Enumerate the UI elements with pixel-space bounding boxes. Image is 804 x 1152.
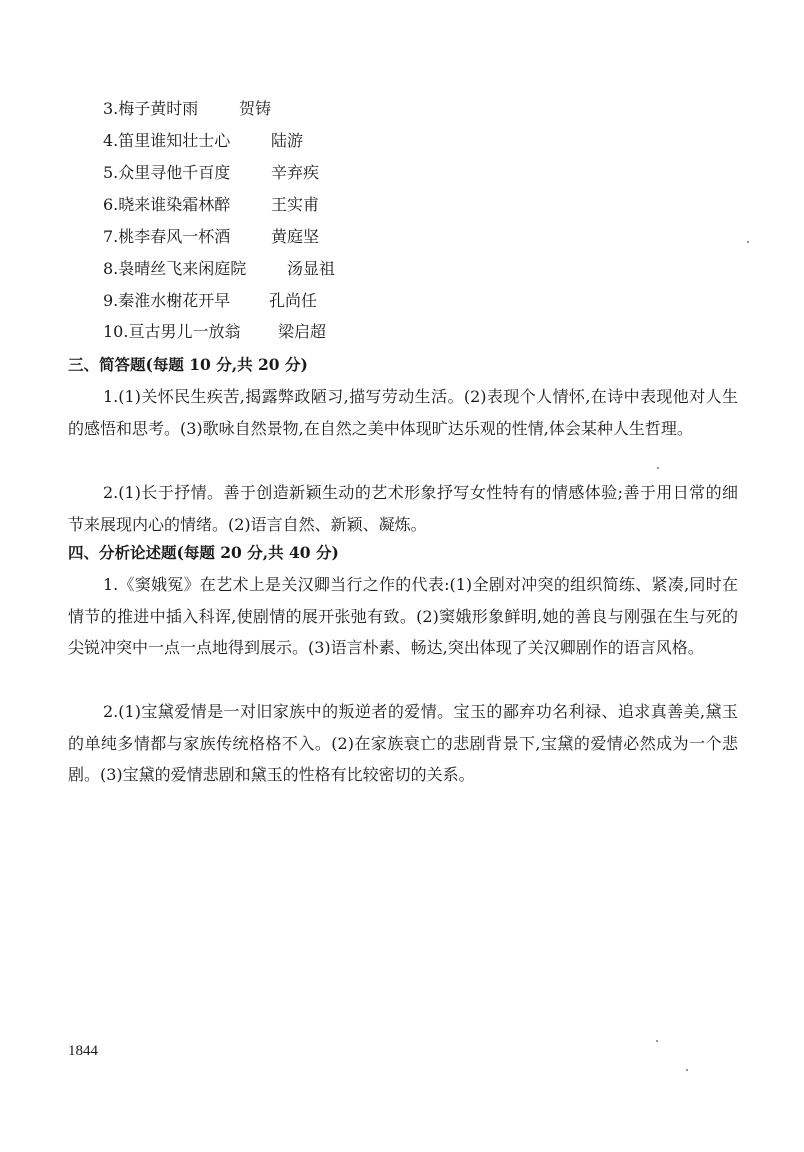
answer-title: 9.秦淮水榭花开早 xyxy=(103,291,231,310)
answer-title: 10.亘古男儿一放翁 xyxy=(103,322,241,341)
section-3-answer-2: 2.(1)长于抒情。善于创造新颖生动的艺术形象抒写女性特有的情感体验;善于用日常的细节来展现内心的情绪。(2)语言自然、新颖、凝炼。 xyxy=(68,483,738,534)
section-3-answer-1: 1.(1)关怀民生疾苦,揭露弊政陋习,描写劳动生活。(2)表现个人情怀,在诗中表现他对人生的感悟和思考。(3)歌咏自然景物,在自然之美中体现旷达乐观的性情,体会某种人生哲理。 xyxy=(68,387,738,438)
matching-answer-10 xyxy=(103,320,327,344)
matching-answer-8 xyxy=(103,257,336,281)
answer-poet: 贺铸 xyxy=(239,99,272,118)
matching-answer-9 xyxy=(103,289,318,313)
section-4-heading: 四、分析论述题(每题 20 分,共 40 分) xyxy=(68,543,339,562)
answer-title: 6.晓来谁染霜林醉 xyxy=(103,195,231,214)
matching-answer-3 xyxy=(103,97,272,121)
answer-poet: 孔尚任 xyxy=(269,291,318,310)
matching-answer-4 xyxy=(103,129,304,153)
section-4-answer-2: 2.(1)宝黛爱情是一对旧家族中的叛逆者的爱情。宝玉的鄙弃功名利禄、追求真善美,黛玉的单纯多情都与家族传统格格不入。(2)在家族衰亡的悲剧背景下,宝黛的爱情必然成为一个悲剧。(3)宝黛的爱情悲剧和黛玉的性格有比较密切的关系。 xyxy=(68,702,738,784)
answer-poet: 梁启超 xyxy=(278,322,327,341)
matching-answer-6 xyxy=(103,193,320,217)
answer-poet: 辛弃疾 xyxy=(271,163,320,182)
scan-speck xyxy=(747,241,749,243)
answer-poet: 黄庭坚 xyxy=(271,227,320,246)
matching-answer-5 xyxy=(103,161,320,185)
section-4-answer-1: 1.《窦娥冤》在艺术上是关汉卿当行之作的代表:(1)全剧对冲突的组织简练、紧凑,同时在情节的推进中插入科诨,使剧情的展开张弛有致。(2)窦娥形象鲜明,她的善良与刚强在生与死的尖锐冲突中一点一点地得到展示。(3)语言朴素、畅达,突出体现了关汉卿剧作的语言风格。 xyxy=(68,575,738,657)
section-3-heading: 三、简答题(每题 10 分,共 20 分) xyxy=(68,355,308,374)
matching-answer-7 xyxy=(103,225,320,249)
answer-poet: 汤显祖 xyxy=(287,259,336,278)
answer-title: 7.桃李春风一杯酒 xyxy=(103,227,231,246)
answer-title: 8.袅晴丝飞来闲庭院 xyxy=(103,259,247,278)
answer-title: 5.众里寻他千百度 xyxy=(103,163,231,182)
scan-speck xyxy=(656,1040,658,1042)
answer-title: 4.笛里谁知壮士心 xyxy=(103,131,231,150)
answer-poet: 陆游 xyxy=(271,131,304,150)
page-number: 1844 xyxy=(68,1043,98,1059)
scan-speck xyxy=(657,467,659,469)
answer-poet: 王实甫 xyxy=(271,195,320,214)
answer-title: 3.梅子黄时雨 xyxy=(103,99,199,118)
scan-speck xyxy=(686,1069,688,1071)
